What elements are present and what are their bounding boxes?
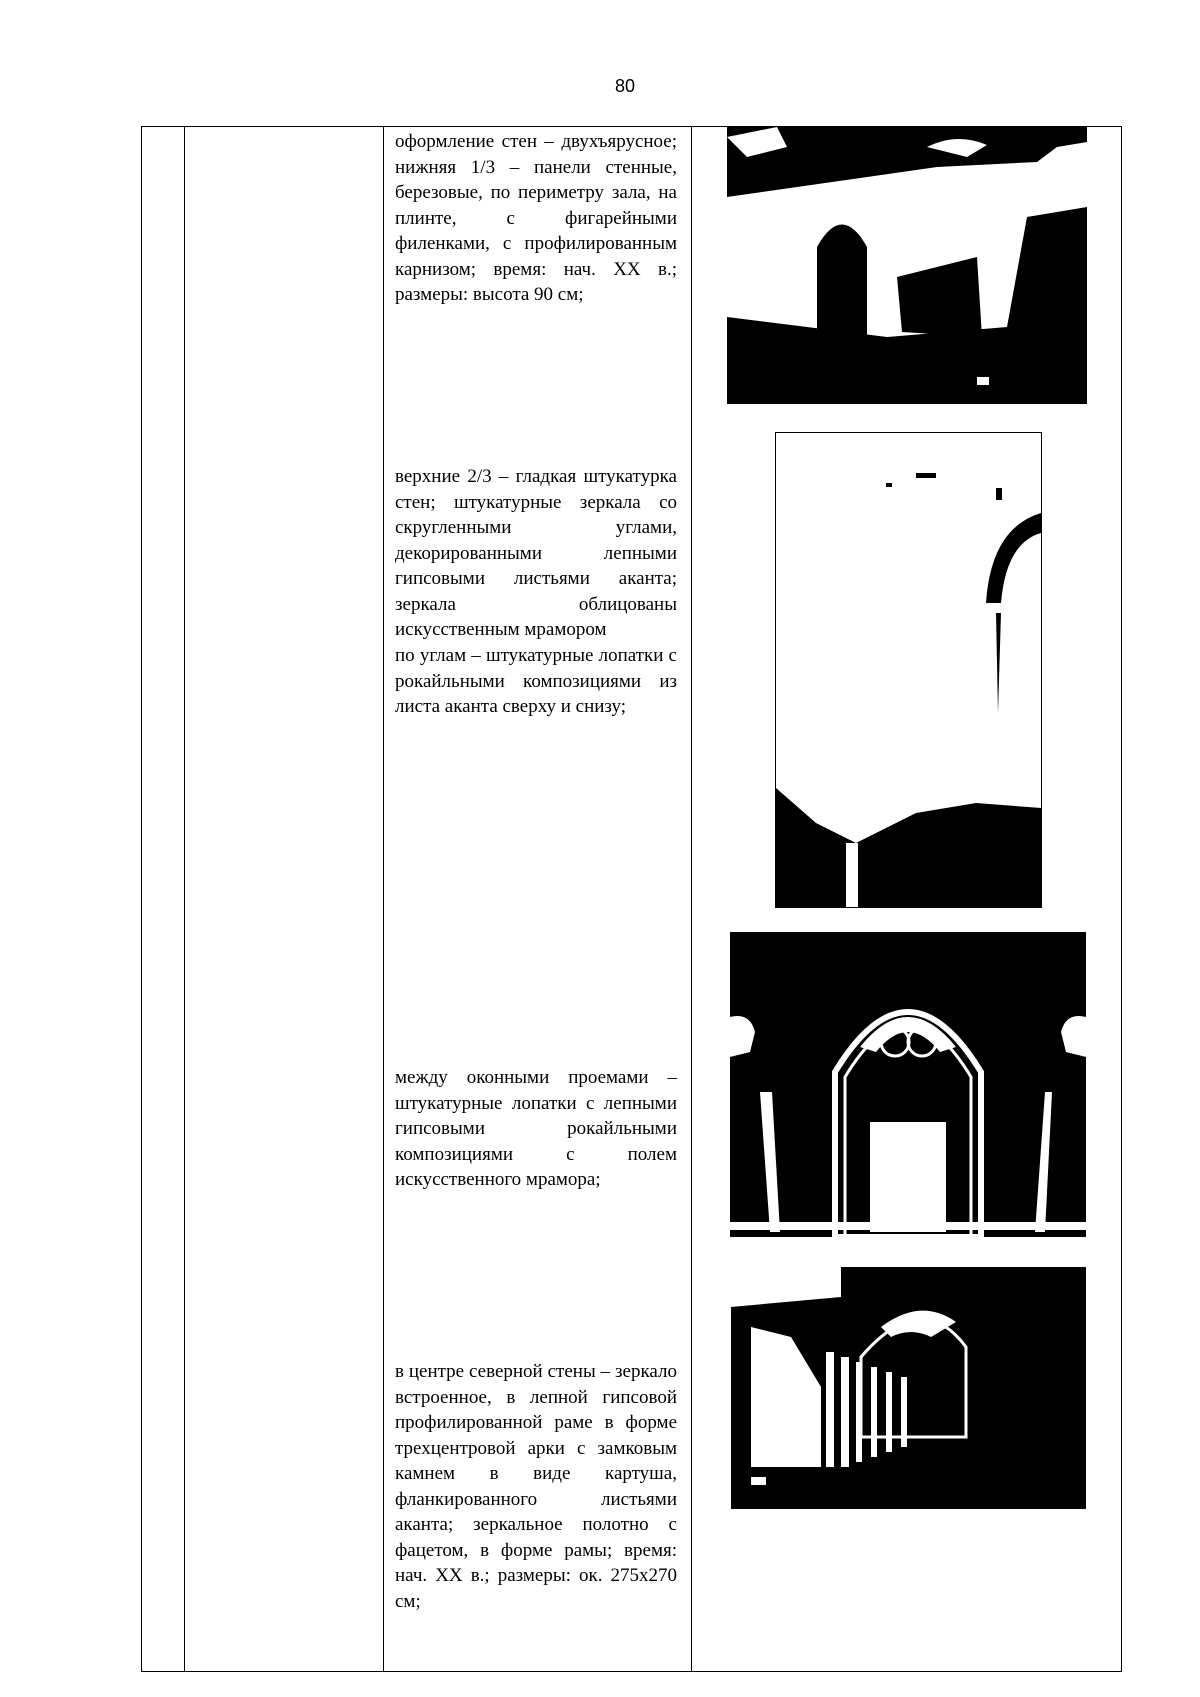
paragraph-window-pilasters: между оконными проемами – штукатурные лопатки с лепными гипсовыми рокайльными композициями с полем искусственного мрамора; (395, 1067, 677, 1190)
page-number: 80 (614, 76, 636, 96)
photo-cell (692, 127, 1122, 1672)
paragraph-upper-walls: верхние 2/3 – гладкая штукатурка стен; штукатурные зеркала со скругленными углами, декорированными лепными гипсовыми листьями аканта; зеркала облицованы искусственным мрамором (395, 466, 677, 640)
number-cell (142, 127, 185, 1672)
paragraph-wall-decoration: оформление стен – двухъярусное; нижняя 1/3 – панели стенные, березовые, по периметру зала, на плинте, с фигарейными филенками, с профилированным карнизом; время: нач. XX в.; размеры: высота 90 см; (395, 131, 677, 305)
plaster-wall-photo (775, 432, 1042, 908)
mirror-colonnade-photo (731, 1267, 1086, 1509)
arched-window-photo (730, 932, 1086, 1237)
description-table (141, 126, 1122, 1672)
description-cell (384, 127, 692, 1672)
wall-panel-photo (727, 127, 1087, 404)
paragraph-corner-pilasters: по углам – штукатурные лопатки с рокайльными композициями из листа аканта сверху и снизу; (395, 645, 677, 717)
paragraph-north-mirror: в центре северной стены – зеркало встроенное, в лепной гипсовой профилированной раме в форме трехцентровой арки с замковым камнем в виде картуша, фланкированного листьями аканта; зеркальное полотно с фацетом, в форме рамы; время: нач. XX в.; размеры: ок. 275х270 см; (395, 1361, 677, 1612)
table-row (142, 127, 1122, 1672)
object-cell (185, 127, 384, 1672)
